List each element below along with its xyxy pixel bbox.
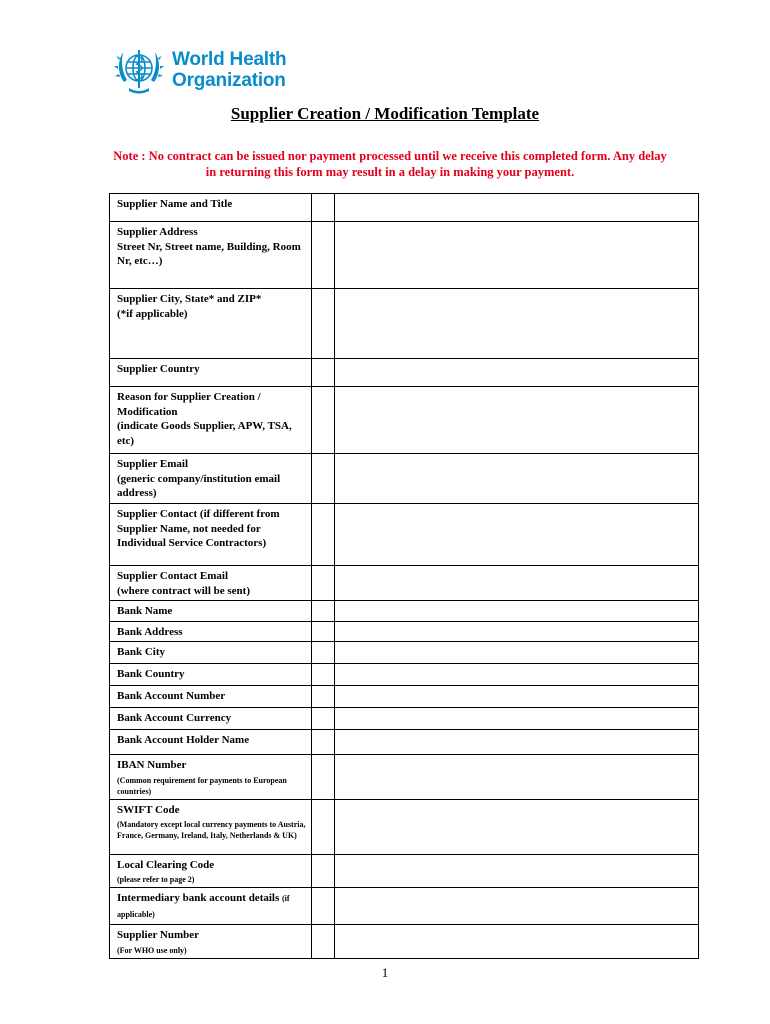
- field-note: (For WHO use only): [117, 945, 187, 955]
- form-row: [110, 888, 699, 925]
- who-emblem-icon: [114, 44, 164, 96]
- field-spacer-cell: [312, 289, 335, 359]
- field-label-cell: [110, 387, 312, 454]
- field-value-cell[interactable]: [335, 289, 699, 359]
- field-label-cell: [110, 642, 312, 664]
- field-label: Bank Country: [117, 668, 185, 680]
- field-spacer-cell: [312, 888, 335, 925]
- field-value-cell[interactable]: [335, 642, 699, 664]
- field-label: Intermediary bank account details: [117, 892, 280, 904]
- form-row: [110, 566, 699, 601]
- field-spacer-cell: [312, 642, 335, 664]
- field-label-cell: [110, 621, 312, 642]
- form-row: [110, 359, 699, 387]
- field-label-cell: [110, 888, 312, 925]
- field-spacer-cell: [312, 664, 335, 686]
- field-value-cell[interactable]: [335, 888, 699, 925]
- field-hint: (indicate Goods Supplier, APW, TSA, etc): [117, 420, 292, 447]
- field-label-cell: [110, 686, 312, 708]
- field-label-cell: [110, 730, 312, 755]
- field-label-cell: [110, 454, 312, 504]
- form-row: [110, 621, 699, 642]
- field-hint: (where contract will be sent): [117, 584, 250, 597]
- field-label-cell: [110, 222, 312, 289]
- field-note: (Common requirement for payments to European countries): [117, 775, 287, 796]
- field-label-cell: [110, 755, 312, 800]
- field-spacer-cell: [312, 222, 335, 289]
- field-label: Local Clearing Code: [117, 858, 215, 871]
- field-value-cell[interactable]: [335, 799, 699, 854]
- field-value-cell[interactable]: [335, 708, 699, 730]
- field-label-cell: [110, 799, 312, 854]
- field-spacer-cell: [312, 566, 335, 601]
- field-value-cell[interactable]: [335, 730, 699, 755]
- who-logo: [114, 42, 314, 98]
- who-logo-text: [172, 49, 286, 91]
- field-label: SWIFT Code: [117, 803, 180, 816]
- field-hint: Street Nr, Street name, Building, Room Nr, etc…): [117, 240, 301, 267]
- form-row: [110, 730, 699, 755]
- form-row: [110, 708, 699, 730]
- form-row: [110, 454, 699, 504]
- field-label: Supplier Email: [117, 458, 189, 470]
- field-value-cell[interactable]: [335, 621, 699, 642]
- field-label-cell: [110, 289, 312, 359]
- field-spacer-cell: [312, 730, 335, 755]
- field-label-cell: [110, 504, 312, 566]
- field-value-cell[interactable]: [335, 359, 699, 387]
- field-label: Bank Account Holder Name: [117, 734, 250, 746]
- field-label: Reason for Supplier Creation / Modification: [117, 391, 261, 418]
- form-row: [110, 387, 699, 454]
- notice-text: Note : No contract can be issued nor payment processed until we receive this completed form. Any delay in returning this form may result in a delay in making your payment.: [113, 149, 667, 179]
- field-label: Bank Address: [117, 625, 183, 638]
- field-label-cell: [110, 566, 312, 601]
- form-row: [110, 601, 699, 622]
- field-value-cell[interactable]: [335, 925, 699, 959]
- field-label-cell: [110, 925, 312, 959]
- field-spacer-cell: [312, 621, 335, 642]
- form-row: [110, 854, 699, 888]
- form-row: [110, 755, 699, 800]
- page-number: 1: [381, 965, 389, 980]
- field-label: IBAN Number: [117, 759, 187, 771]
- form-row: [110, 799, 699, 854]
- field-spacer-cell: [312, 686, 335, 708]
- field-note: (if applicable): [117, 894, 290, 919]
- logo-line-1: World Health: [172, 49, 287, 70]
- field-label: Bank City: [117, 646, 165, 658]
- field-label-cell: [110, 194, 312, 222]
- field-label: Supplier Address: [117, 226, 198, 238]
- field-label-cell: [110, 359, 312, 387]
- field-value-cell[interactable]: [335, 601, 699, 622]
- supplier-form-table: [109, 193, 699, 959]
- field-label-cell: [110, 708, 312, 730]
- field-label: Supplier Contact Email: [117, 570, 229, 582]
- form-row: [110, 925, 699, 959]
- field-spacer-cell: [312, 194, 335, 222]
- field-label: Bank Account Number: [117, 690, 226, 702]
- field-value-cell[interactable]: [335, 854, 699, 888]
- field-note: (please refer to page 2): [117, 875, 195, 884]
- field-spacer-cell: [312, 755, 335, 800]
- form-row: [110, 664, 699, 686]
- field-spacer-cell: [312, 854, 335, 888]
- field-spacer-cell: [312, 387, 335, 454]
- field-value-cell[interactable]: [335, 194, 699, 222]
- field-label: Supplier Name and Title: [117, 198, 233, 210]
- field-spacer-cell: [312, 708, 335, 730]
- form-row: [110, 504, 699, 566]
- field-spacer-cell: [312, 454, 335, 504]
- field-spacer-cell: [312, 359, 335, 387]
- field-hint: (*if applicable): [117, 307, 188, 320]
- field-label-cell: [110, 601, 312, 622]
- field-label: Supplier Contact (if different from Supplier Name, not needed for Individual Service Contractors): [117, 508, 280, 549]
- field-label: Bank Account Currency: [117, 712, 232, 724]
- form-row: [110, 289, 699, 359]
- form-row: [110, 642, 699, 664]
- field-value-cell[interactable]: [335, 686, 699, 708]
- logo-line-2: Organization: [172, 70, 286, 91]
- field-label-cell: [110, 664, 312, 686]
- field-value-cell[interactable]: [335, 504, 699, 566]
- field-label: Supplier Country: [117, 363, 200, 375]
- field-value-cell[interactable]: [335, 755, 699, 800]
- field-note: (Mandatory except local currency payments to Austria, France, Germany, Ireland, Italy, Netherlands & UK): [117, 820, 306, 840]
- field-label: Supplier City, State* and ZIP*: [117, 293, 262, 305]
- field-value-cell[interactable]: [335, 387, 699, 454]
- field-value-cell[interactable]: [335, 566, 699, 601]
- field-value-cell[interactable]: [335, 664, 699, 686]
- field-label: Supplier Number: [117, 929, 200, 941]
- field-value-cell[interactable]: [335, 454, 699, 504]
- field-label-cell: [110, 854, 312, 888]
- form-row: [110, 194, 699, 222]
- field-spacer-cell: [312, 925, 335, 959]
- form-row: [110, 686, 699, 708]
- form-row: [110, 222, 699, 289]
- page-title: Supplier Creation / Modification Template: [230, 104, 540, 123]
- field-label: Bank Name: [117, 605, 173, 617]
- field-spacer-cell: [312, 504, 335, 566]
- field-spacer-cell: [312, 799, 335, 854]
- field-hint: (generic company/institution email address): [117, 472, 281, 499]
- field-value-cell[interactable]: [335, 222, 699, 289]
- field-spacer-cell: [312, 601, 335, 622]
